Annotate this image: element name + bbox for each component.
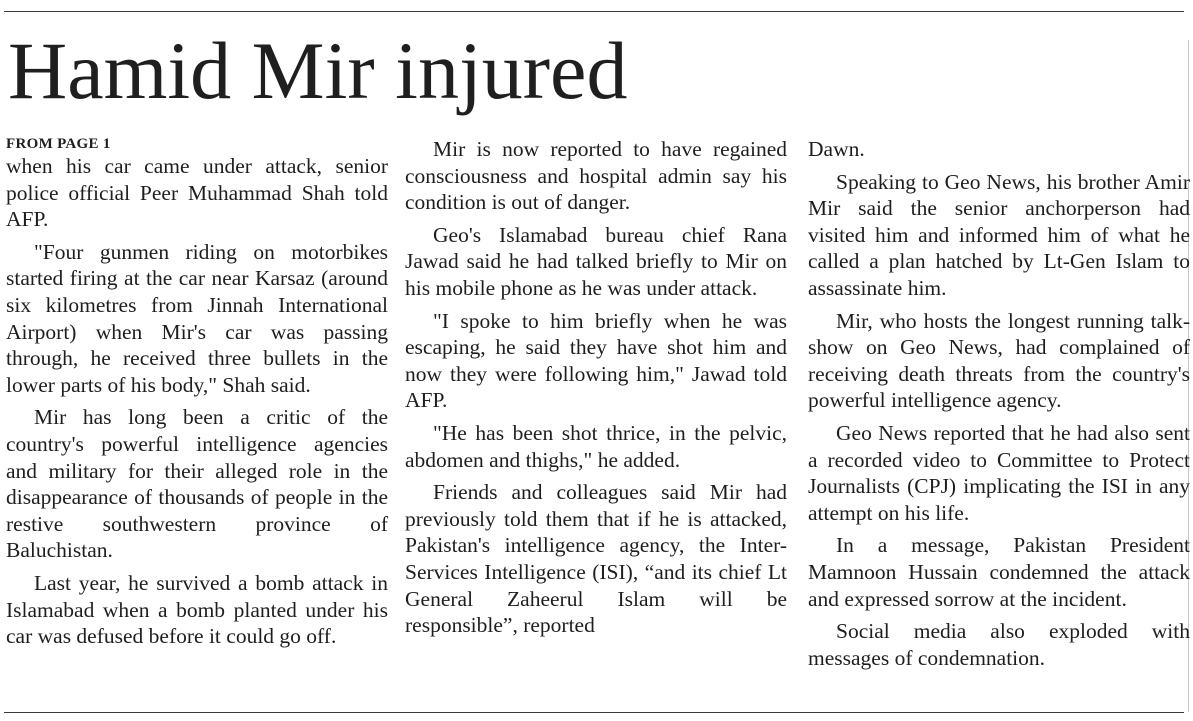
paragraph: Mir, who hosts the longest running talk-show on Geo News, had complained of receiving death threats from the country's powerful intelligence agency. bbox=[808, 308, 1190, 413]
article-column-3 bbox=[808, 136, 1190, 677]
paragraph: Mir has long been a critic of the country's powerful intelligence agencies and military for their alleged role in the disappearance of thousands of people in the restive southwestern province of Baluchistan. bbox=[6, 405, 388, 563]
paragraph: Social media also exploded with messages of condemnation. bbox=[808, 619, 1190, 670]
paragraph: Geo's Islamabad bureau chief Rana Jawad said he had talked briefly to Mir on his mobile phone as he was under attack. bbox=[405, 222, 787, 300]
continuation-kicker: FROM PAGE 1 bbox=[6, 136, 111, 152]
bottom-rule bbox=[4, 712, 1184, 713]
paragraph: Speaking to Geo News, his brother Amir Mir said the senior anchorperson had visited him and informed him of what he called a plan hatched by Lt-Gen Islam to assassinate him. bbox=[808, 169, 1190, 300]
paragraph: In a message, Pakistan President Mamnoon Hussain condemned the attack and expressed sorrow at the incident. bbox=[808, 533, 1190, 611]
paragraph: Friends and colleagues said Mir had previously told them that if he is attacked, Pakistan's intelligence agency, the Inter-Services Intelligence (ISI), “and its chief Lt General Zaheerul Islam will be responsible”, reported bbox=[405, 480, 787, 638]
paragraph: Last year, he survived a bomb attack in Islamabad when a bomb planted under his car was defused before it could go off. bbox=[6, 570, 388, 649]
paragraph: Dawn. bbox=[808, 137, 865, 161]
paragraph: Mir is now reported to have regained consciousness and hospital admin say his condition is out of danger. bbox=[405, 137, 787, 215]
paragraph: "Four gunmen riding on motorbikes started firing at the car near Karsaz (around six kilometres from Jinnah International Airport) when Mir's car was passing through, he received three bullets in the lower parts of his body," Shah said. bbox=[6, 239, 388, 397]
paragraph: "He has been shot thrice, in the pelvic, abdomen and thighs," he added. bbox=[405, 420, 787, 472]
paragraph: when his car came under attack, senior police official Peer Muhammad Shah told AFP. bbox=[6, 154, 388, 232]
paragraph: Geo News reported that he had also sent a recorded video to Committee to Protect Journalists (CPJ) implicating the ISI in any attempt on his life. bbox=[808, 420, 1190, 525]
article-column-2 bbox=[405, 136, 787, 645]
headline: Hamid Mir injured bbox=[8, 25, 628, 116]
article-column-1 bbox=[6, 136, 388, 656]
paragraph: "I spoke to him briefly when he was escaping, he said they have shot him and now they were following him," Jawad told AFP. bbox=[405, 308, 787, 413]
top-rule bbox=[4, 11, 1184, 12]
